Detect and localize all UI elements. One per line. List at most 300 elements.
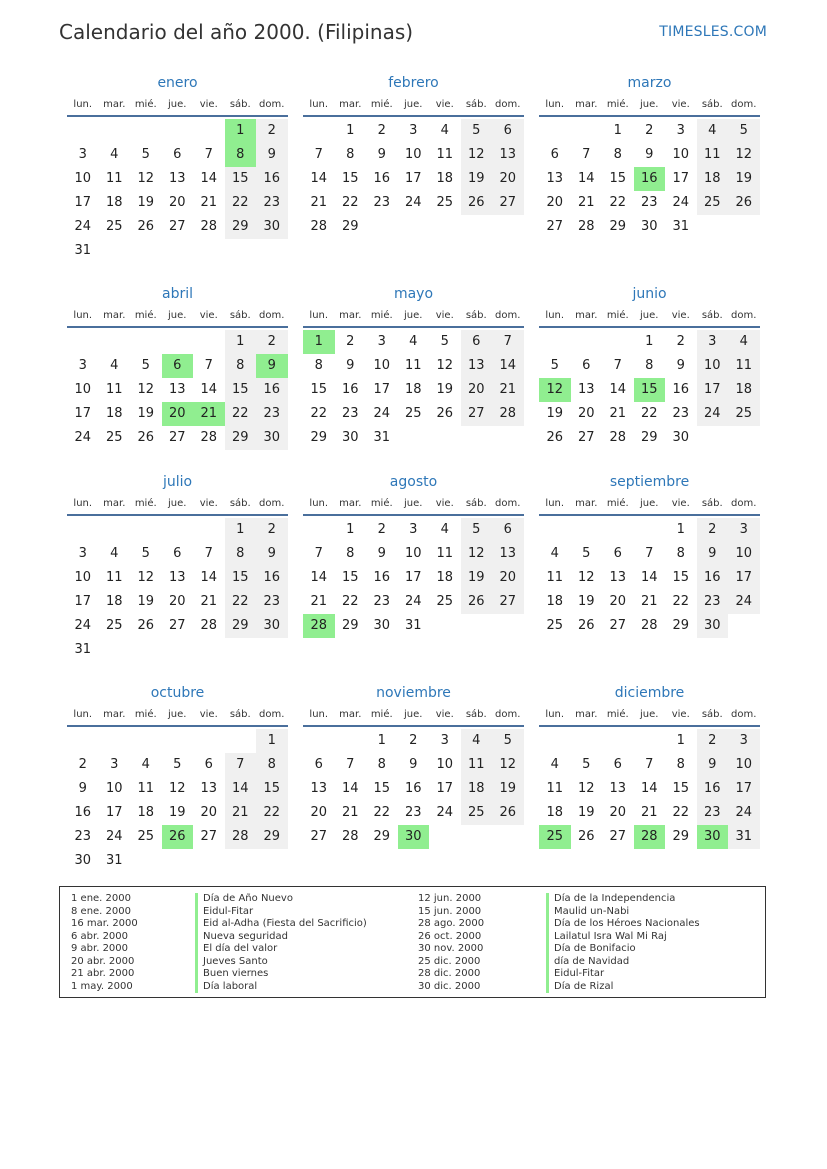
day-cell: 30: [74, 853, 92, 868]
day-cell: 17: [404, 171, 422, 186]
day-cell: 31: [74, 243, 92, 258]
day-cell: 28: [577, 219, 595, 234]
day-cell: 15: [373, 781, 391, 796]
holiday-name: Día de Rizal: [546, 981, 700, 994]
day-cell: 22: [640, 406, 658, 421]
day-cell: 18: [546, 805, 564, 820]
day-cell: 14: [609, 382, 627, 397]
weekday-label: dom.: [731, 310, 757, 321]
month-title: octubre: [150, 685, 205, 701]
weekday-label: vie.: [435, 709, 454, 720]
day-cell: 26: [577, 618, 595, 633]
weekday-label: vie.: [435, 99, 454, 110]
empty-cell: [193, 330, 225, 354]
day-cell: 5: [141, 358, 150, 373]
holiday-day-cell: 8: [225, 143, 257, 167]
day-cell: 26: [492, 801, 524, 825]
day-cell: 17: [373, 382, 391, 397]
day-cell: 8: [225, 354, 257, 378]
day-cell: 22: [310, 406, 328, 421]
weekday-header: [539, 498, 760, 516]
day-cell: 26: [577, 829, 595, 844]
day-cell: 24: [74, 219, 92, 234]
day-cell: 14: [225, 777, 257, 801]
day-cell: 26: [461, 590, 493, 614]
day-cell: 7: [613, 358, 622, 373]
day-cell: 16: [256, 378, 288, 402]
weekday-label: dom.: [259, 310, 285, 321]
day-cell: 18: [137, 805, 155, 820]
weekday-label: lun.: [545, 709, 565, 720]
holiday-name: Lailatul Isra Wal Mi Raj: [546, 931, 700, 944]
month-abril: [67, 285, 288, 450]
empty-cell: [303, 729, 335, 753]
legend-left-names: [195, 893, 367, 993]
day-cell: 24: [373, 406, 391, 421]
weekday-label: mié.: [134, 99, 157, 110]
day-cell: 11: [404, 358, 422, 373]
weekday-label: sáb.: [701, 99, 723, 110]
empty-cell: [539, 119, 571, 143]
day-cell: 26: [137, 219, 155, 234]
day-cell: 9: [645, 147, 654, 162]
day-cell: 7: [204, 358, 213, 373]
day-cell: 5: [728, 119, 760, 143]
holiday-date: 26 oct. 2000: [418, 930, 482, 942]
day-cell: 6: [173, 147, 182, 162]
day-cell: 14: [200, 570, 218, 585]
day-cell: 5: [582, 546, 591, 561]
weekday-label: mar.: [339, 99, 362, 110]
day-cell: 24: [74, 618, 92, 633]
day-cell: 6: [492, 119, 524, 143]
day-cell: 19: [137, 406, 155, 421]
holiday-name: Buen viernes: [195, 968, 367, 981]
day-cell: 23: [373, 195, 391, 210]
day-cell: 17: [404, 570, 422, 585]
day-cell: 29: [609, 219, 627, 234]
day-cell: 31: [404, 618, 422, 633]
holiday-date: 21 abr. 2000: [71, 968, 135, 979]
day-cell: 15: [341, 570, 359, 585]
empty-cell: [571, 729, 603, 753]
day-cell: 10: [672, 147, 690, 162]
day-cell: 21: [310, 195, 328, 210]
weekday-label: lun.: [545, 99, 565, 110]
empty-cell: [303, 518, 335, 542]
weekday-label: mié.: [134, 498, 157, 509]
empty-cell: [193, 729, 225, 753]
month-julio: [67, 473, 288, 662]
weekday-label: jue.: [168, 498, 187, 509]
day-cell: 14: [341, 781, 359, 796]
day-cell: 1: [613, 123, 622, 138]
month-noviembre: [303, 684, 524, 849]
day-cell: 25: [728, 402, 760, 426]
day-cell: 18: [404, 382, 422, 397]
day-cell: 7: [204, 147, 213, 162]
day-cell: 14: [200, 171, 218, 186]
day-cell: 22: [341, 195, 359, 210]
day-cell: 29: [256, 825, 288, 849]
day-cell: 7: [346, 757, 355, 772]
month-marzo: [539, 74, 760, 239]
weekday-label: jue.: [168, 99, 187, 110]
day-cell: 25: [461, 801, 493, 825]
day-cell: 10: [404, 147, 422, 162]
day-cell: 16: [697, 566, 729, 590]
month-febrero: [303, 74, 524, 239]
empty-cell: [162, 119, 194, 143]
day-cell: 21: [200, 594, 218, 609]
legend-left-dates: [71, 893, 138, 993]
day-cell: 1: [676, 522, 685, 537]
holiday-legend: [59, 886, 766, 998]
empty-cell: [130, 330, 162, 354]
day-cell: 2: [256, 330, 288, 354]
day-cell: 25: [546, 618, 564, 633]
day-cell: 18: [105, 406, 123, 421]
day-cell: 28: [200, 430, 218, 445]
day-cell: 9: [697, 753, 729, 777]
day-cell: 27: [168, 430, 186, 445]
holiday-name: Día de Bonifacio: [546, 943, 700, 956]
day-cell: 5: [492, 729, 524, 753]
day-cell: 30: [256, 614, 288, 638]
day-cell: 30: [256, 426, 288, 450]
weekday-label: lun.: [73, 310, 93, 321]
holiday-day-cell: 6: [162, 354, 194, 378]
day-cell: 14: [200, 382, 218, 397]
month-title: febrero: [388, 75, 439, 91]
day-cell: 31: [74, 642, 92, 657]
day-cell: 2: [645, 123, 654, 138]
weekday-label: vie.: [435, 310, 454, 321]
day-cell: 17: [672, 171, 690, 186]
day-cell: 19: [492, 777, 524, 801]
day-cell: 29: [341, 618, 359, 633]
day-cell: 31: [728, 825, 760, 849]
day-cell: 20: [310, 805, 328, 820]
day-grid: [539, 330, 760, 450]
empty-cell: [67, 518, 99, 542]
day-cell: 23: [640, 195, 658, 210]
weekday-label: sáb.: [465, 498, 487, 509]
day-cell: 1: [256, 729, 288, 753]
day-cell: 8: [613, 147, 622, 162]
holiday-date: 20 abr. 2000: [71, 955, 135, 967]
day-cell: 4: [697, 119, 729, 143]
empty-cell: [99, 119, 131, 143]
day-cell: 31: [105, 853, 123, 868]
day-cell: 28: [310, 219, 328, 234]
empty-cell: [99, 729, 131, 753]
day-cell: 7: [645, 757, 654, 772]
holiday-day-cell: 20: [162, 402, 194, 426]
weekday-label: mar.: [103, 498, 126, 509]
day-cell: 3: [697, 330, 729, 354]
day-cell: 5: [550, 358, 559, 373]
day-cell: 13: [168, 171, 186, 186]
day-cell: 5: [440, 334, 449, 349]
day-cell: 20: [492, 566, 524, 590]
empty-cell: [162, 729, 194, 753]
day-cell: 19: [168, 805, 186, 820]
month-title: enero: [157, 75, 198, 91]
day-cell: 13: [168, 570, 186, 585]
month-title: marzo: [627, 75, 672, 91]
weekday-label: mar.: [103, 310, 126, 321]
day-cell: 1: [377, 733, 386, 748]
day-cell: 7: [225, 753, 257, 777]
day-cell: 4: [141, 757, 150, 772]
day-cell: 24: [404, 195, 422, 210]
day-cell: 20: [546, 195, 564, 210]
holiday-date: 28 ago. 2000: [418, 918, 485, 929]
day-cell: 17: [74, 594, 92, 609]
day-cell: 4: [409, 334, 418, 349]
legend-right-dates: [418, 893, 484, 993]
day-cell: 28: [200, 219, 218, 234]
day-cell: 23: [74, 829, 92, 844]
weekday-header: [67, 99, 288, 117]
holiday-name: Día de la Independencia: [546, 893, 700, 906]
weekday-label: jue.: [640, 99, 659, 110]
day-cell: 16: [697, 777, 729, 801]
holiday-date: 1 ene. 2000: [71, 893, 131, 904]
holiday-name: Eid al-Adha (Fiesta del Sacrificio): [195, 918, 367, 931]
day-cell: 5: [461, 119, 493, 143]
weekday-label: mar.: [103, 99, 126, 110]
day-cell: 30: [373, 618, 391, 633]
day-cell: 20: [609, 805, 627, 820]
empty-cell: [99, 518, 131, 542]
day-cell: 21: [225, 801, 257, 825]
day-cell: 12: [137, 570, 155, 585]
holiday-date: 12 jun. 2000: [418, 893, 482, 904]
weekday-label: mié.: [606, 310, 629, 321]
day-cell: 27: [609, 618, 627, 633]
day-cell: 21: [310, 594, 328, 609]
month-junio: [539, 285, 760, 450]
day-cell: 12: [461, 542, 493, 566]
day-cell: 24: [105, 829, 123, 844]
day-cell: 3: [676, 123, 685, 138]
day-cell: 10: [728, 753, 760, 777]
weekday-label: dom.: [731, 99, 757, 110]
day-cell: 14: [310, 570, 328, 585]
empty-cell: [193, 119, 225, 143]
holiday-date: 9 abr. 2000: [71, 943, 129, 954]
day-grid: [67, 729, 288, 873]
day-cell: 21: [609, 406, 627, 421]
day-cell: 3: [409, 123, 418, 138]
holiday-day-cell: 30: [398, 825, 430, 849]
brand-link[interactable]: TIMESLES.COM: [659, 24, 767, 40]
day-cell: 20: [609, 594, 627, 609]
empty-cell: [602, 330, 634, 354]
day-cell: 15: [225, 167, 257, 191]
day-cell: 16: [404, 781, 422, 796]
weekday-label: mié.: [134, 310, 157, 321]
day-cell: 10: [404, 546, 422, 561]
weekday-header: [303, 310, 524, 328]
day-cell: 15: [672, 781, 690, 796]
day-cell: 2: [346, 334, 355, 349]
day-cell: 12: [577, 781, 595, 796]
weekday-label: mié.: [606, 709, 629, 720]
day-cell: 28: [492, 402, 524, 426]
weekday-label: lun.: [309, 709, 329, 720]
day-grid: [303, 729, 524, 849]
day-cell: 6: [613, 546, 622, 561]
day-cell: 17: [436, 781, 454, 796]
day-cell: 27: [492, 191, 524, 215]
weekday-label: sáb.: [465, 709, 487, 720]
day-cell: 27: [168, 618, 186, 633]
day-cell: 26: [546, 430, 564, 445]
day-cell: 31: [672, 219, 690, 234]
day-grid: [67, 119, 288, 263]
day-cell: 3: [728, 729, 760, 753]
day-cell: 8: [676, 757, 685, 772]
day-cell: 22: [373, 805, 391, 820]
day-cell: 23: [672, 406, 690, 421]
holiday-name: Jueves Santo: [195, 956, 367, 969]
day-cell: 16: [373, 570, 391, 585]
day-cell: 9: [409, 757, 418, 772]
holiday-name: Maulid un-Nabi: [546, 906, 700, 919]
day-cell: 11: [436, 546, 454, 561]
weekday-label: vie.: [199, 99, 218, 110]
day-cell: 5: [141, 546, 150, 561]
day-cell: 23: [341, 406, 359, 421]
day-cell: 7: [204, 546, 213, 561]
day-cell: 28: [225, 825, 257, 849]
holiday-date: 16 mar. 2000: [71, 918, 138, 929]
day-cell: 21: [492, 378, 524, 402]
day-cell: 1: [225, 330, 257, 354]
day-cell: 6: [173, 546, 182, 561]
day-cell: 29: [672, 829, 690, 844]
day-cell: 7: [645, 546, 654, 561]
day-cell: 19: [137, 594, 155, 609]
day-cell: 6: [613, 757, 622, 772]
day-cell: 4: [728, 330, 760, 354]
day-cell: 24: [728, 801, 760, 825]
empty-cell: [67, 729, 99, 753]
weekday-label: sáb.: [229, 310, 251, 321]
weekday-label: jue.: [640, 310, 659, 321]
day-cell: 6: [314, 757, 323, 772]
weekday-header: [303, 99, 524, 117]
weekday-label: dom.: [495, 99, 521, 110]
month-agosto: [303, 473, 524, 638]
weekday-label: lun.: [309, 310, 329, 321]
weekday-label: mar.: [575, 498, 598, 509]
day-cell: 4: [440, 522, 449, 537]
month-septiembre: [539, 473, 760, 638]
holiday-day-cell: 21: [193, 402, 225, 426]
empty-cell: [130, 119, 162, 143]
empty-cell: [225, 729, 257, 753]
weekday-label: sáb.: [465, 99, 487, 110]
holiday-day-cell: 25: [539, 825, 571, 849]
holiday-day-cell: 26: [162, 825, 194, 849]
holiday-day-cell: 1: [225, 119, 257, 143]
day-cell: 12: [436, 358, 454, 373]
day-cell: 11: [436, 147, 454, 162]
day-cell: 2: [78, 757, 87, 772]
weekday-label: lun.: [309, 99, 329, 110]
empty-cell: [162, 518, 194, 542]
holiday-day-cell: 1: [303, 330, 335, 354]
day-cell: 18: [105, 195, 123, 210]
day-grid: [303, 518, 524, 638]
day-cell: 27: [461, 402, 493, 426]
day-cell: 10: [436, 757, 454, 772]
day-cell: 2: [697, 518, 729, 542]
day-cell: 2: [676, 334, 685, 349]
day-cell: 2: [409, 733, 418, 748]
day-cell: 17: [728, 777, 760, 801]
weekday-header: [67, 310, 288, 328]
day-cell: 3: [440, 733, 449, 748]
month-octubre: [67, 684, 288, 873]
weekday-label: sáb.: [701, 709, 723, 720]
day-cell: 19: [728, 167, 760, 191]
day-cell: 27: [310, 829, 328, 844]
day-cell: 6: [461, 330, 493, 354]
weekday-label: vie.: [671, 99, 690, 110]
day-cell: 13: [546, 171, 564, 186]
day-cell: 1: [645, 334, 654, 349]
day-cell: 4: [110, 546, 119, 561]
weekday-label: mar.: [339, 498, 362, 509]
empty-cell: [99, 330, 131, 354]
day-cell: 1: [225, 518, 257, 542]
empty-cell: [571, 119, 603, 143]
day-cell: 9: [78, 781, 87, 796]
day-cell: 26: [461, 191, 493, 215]
day-cell: 20: [168, 195, 186, 210]
day-cell: 10: [105, 781, 123, 796]
day-cell: 15: [609, 171, 627, 186]
weekday-label: vie.: [199, 498, 218, 509]
day-cell: 12: [168, 781, 186, 796]
day-cell: 22: [672, 594, 690, 609]
day-cell: 16: [341, 382, 359, 397]
weekday-header: [303, 498, 524, 516]
day-cell: 29: [640, 430, 658, 445]
day-grid: [303, 119, 524, 239]
day-cell: 19: [137, 195, 155, 210]
weekday-label: sáb.: [229, 709, 251, 720]
day-cell: 25: [404, 406, 422, 421]
day-cell: 29: [310, 430, 328, 445]
holiday-day-cell: 30: [697, 825, 729, 849]
weekday-label: mar.: [575, 310, 598, 321]
weekday-label: dom.: [259, 709, 285, 720]
day-cell: 24: [436, 805, 454, 820]
day-cell: 29: [373, 829, 391, 844]
day-cell: 26: [137, 430, 155, 445]
day-cell: 4: [550, 546, 559, 561]
day-cell: 21: [341, 805, 359, 820]
weekday-label: mar.: [103, 709, 126, 720]
day-cell: 18: [436, 570, 454, 585]
month-title: mayo: [393, 286, 434, 302]
